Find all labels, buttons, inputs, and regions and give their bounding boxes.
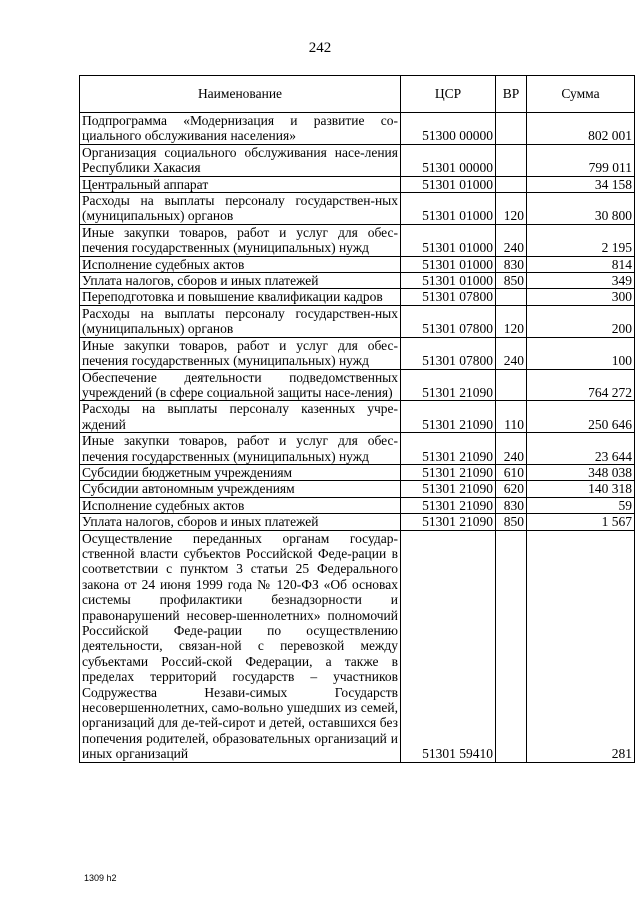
table-row (80, 273, 635, 289)
cell-csr: 51301 00000 (401, 144, 496, 176)
table-row (80, 497, 635, 513)
cell-vr: 240 (496, 337, 527, 369)
table-row (80, 144, 635, 176)
cell-csr: 51301 21090 (401, 481, 496, 497)
cell-name: Исполнение судебных актов (80, 256, 401, 272)
cell-sum: 23 644 (527, 433, 635, 465)
cell-vr (496, 144, 527, 176)
cell-csr: 51301 01000 (401, 256, 496, 272)
cell-name: Организация социального обслуживания насе-ления Республики Хакасия (80, 144, 401, 176)
cell-name: Уплата налогов, сборов и иных платежей (80, 514, 401, 530)
cell-sum: 281 (527, 530, 635, 762)
cell-name: Центральный аппарат (80, 176, 401, 192)
cell-name: Уплата налогов, сборов и иных платежей (80, 273, 401, 289)
header-sum: Сумма (527, 76, 635, 113)
header-vr: ВР (496, 76, 527, 113)
table-row (80, 176, 635, 192)
cell-sum: 799 011 (527, 144, 635, 176)
cell-vr: 830 (496, 256, 527, 272)
cell-name: Подпрограмма «Модернизация и развитие со-циального обслуживания населения» (80, 113, 401, 145)
table-row (80, 289, 635, 305)
table-row (80, 401, 635, 433)
table-row (80, 337, 635, 369)
table-row (80, 369, 635, 401)
cell-csr: 51301 21090 (401, 433, 496, 465)
header-csr: ЦСР (401, 76, 496, 113)
cell-vr: 620 (496, 481, 527, 497)
cell-name: Расходы на выплаты персоналу казенных учре-ждений (80, 401, 401, 433)
cell-csr: 51301 01000 (401, 224, 496, 256)
cell-vr: 610 (496, 464, 527, 480)
table-row (80, 514, 635, 530)
cell-sum: 348 038 (527, 464, 635, 480)
cell-csr: 51300 00000 (401, 113, 496, 145)
table-row (80, 113, 635, 145)
cell-csr: 51301 21090 (401, 464, 496, 480)
cell-sum: 250 646 (527, 401, 635, 433)
table-row (80, 481, 635, 497)
cell-vr: 110 (496, 401, 527, 433)
cell-vr: 240 (496, 224, 527, 256)
cell-sum: 200 (527, 305, 635, 337)
budget-table (79, 75, 635, 763)
cell-sum: 100 (527, 337, 635, 369)
cell-csr: 51301 59410 (401, 530, 496, 762)
cell-vr (496, 113, 527, 145)
cell-sum: 300 (527, 289, 635, 305)
cell-vr (496, 289, 527, 305)
cell-sum: 34 158 (527, 176, 635, 192)
cell-csr: 51301 01000 (401, 273, 496, 289)
table-row (80, 305, 635, 337)
table-row (80, 530, 635, 762)
cell-name: Субсидии автономным учреждениям (80, 481, 401, 497)
cell-vr: 240 (496, 433, 527, 465)
cell-csr: 51301 07800 (401, 289, 496, 305)
cell-sum: 764 272 (527, 369, 635, 401)
cell-name: Обеспечение деятельности подведомственных учреждений (в сфере социальной защиты насе-ления) (80, 369, 401, 401)
cell-sum: 59 (527, 497, 635, 513)
cell-csr: 51301 01000 (401, 193, 496, 225)
cell-sum: 814 (527, 256, 635, 272)
cell-sum: 140 318 (527, 481, 635, 497)
cell-csr: 51301 21090 (401, 369, 496, 401)
table-row (80, 256, 635, 272)
cell-name: Переподготовка и повышение квалификации кадров (80, 289, 401, 305)
cell-sum: 1 567 (527, 514, 635, 530)
cell-vr: 830 (496, 497, 527, 513)
header-name: Наименование (80, 76, 401, 113)
cell-sum: 802 001 (527, 113, 635, 145)
cell-name: Иные закупки товаров, работ и услуг для обес-печения государственных (муниципальных) нужд (80, 224, 401, 256)
cell-vr (496, 530, 527, 762)
cell-csr: 51301 21090 (401, 497, 496, 513)
cell-csr: 51301 21090 (401, 514, 496, 530)
cell-csr: 51301 07800 (401, 337, 496, 369)
cell-vr: 120 (496, 193, 527, 225)
cell-vr (496, 369, 527, 401)
cell-name: Расходы на выплаты персоналу государствен-ных (муниципальных) органов (80, 193, 401, 225)
cell-sum: 349 (527, 273, 635, 289)
footer-code: 1309 h2 (84, 873, 117, 883)
table-row (80, 193, 635, 225)
table-row (80, 433, 635, 465)
cell-sum: 30 800 (527, 193, 635, 225)
table-row (80, 224, 635, 256)
cell-csr: 51301 07800 (401, 305, 496, 337)
cell-name: Субсидии бюджетным учреждениям (80, 464, 401, 480)
cell-name: Осуществление переданных органам государ-ственной власти субъектов Российской Феде-рации в соответствии с пунктом 3 статьи 25 Федерального закона от 24 июня 1999 года № 120-ФЗ «Об основах системы профилактики безнадзорности и правонарушений несовер-шеннолетних» полномочий Российской Феде-рации по осуществлению деятельности, связан-ной с перевозкой между субъектами Россий-ской Федерации, а также в пределах территорий государств – участников Содружества Незави-симых Государств несовершеннолетних, само-вольно ушедших из семей, организаций для де-тей-сирот и детей, оставшихся без попечения родителей, образовательных организаций и иных организаций (80, 530, 401, 762)
table-body (80, 113, 635, 763)
cell-vr: 850 (496, 514, 527, 530)
cell-vr: 850 (496, 273, 527, 289)
cell-csr: 51301 21090 (401, 401, 496, 433)
cell-name: Расходы на выплаты персоналу государствен-ных (муниципальных) органов (80, 305, 401, 337)
cell-csr: 51301 01000 (401, 176, 496, 192)
table-row (80, 464, 635, 480)
cell-vr: 120 (496, 305, 527, 337)
page-number: 242 (308, 40, 332, 56)
cell-name: Иные закупки товаров, работ и услуг для обес-печения государственных (муниципальных) нужд (80, 337, 401, 369)
cell-name: Исполнение судебных актов (80, 497, 401, 513)
cell-vr (496, 176, 527, 192)
cell-sum: 2 195 (527, 224, 635, 256)
table-header-row (80, 76, 635, 113)
cell-name: Иные закупки товаров, работ и услуг для обес-печения государственных (муниципальных) нужд (80, 433, 401, 465)
